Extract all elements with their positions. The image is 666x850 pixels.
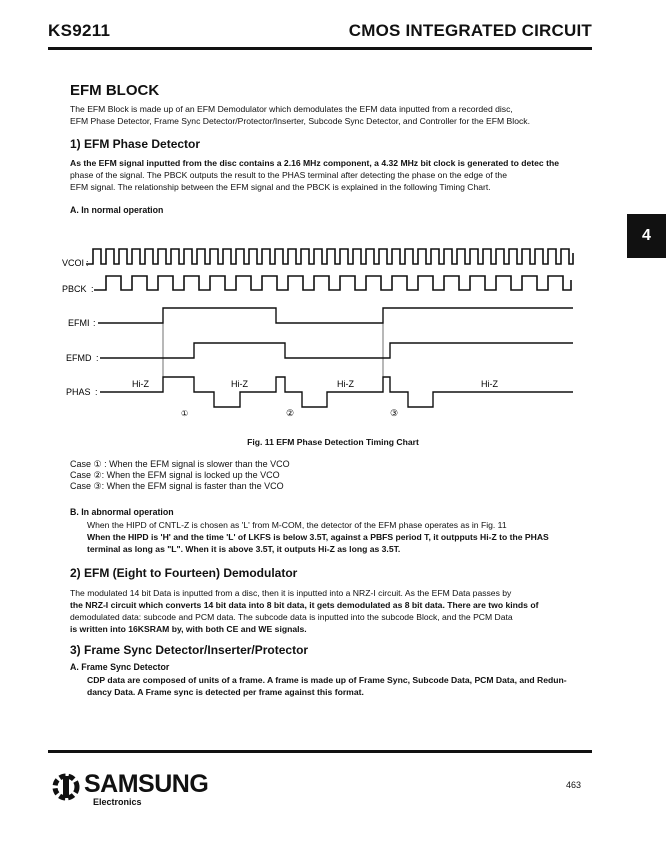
frame-sync-title: 3) Frame Sync Detector/Inserter/Protector	[70, 643, 309, 657]
pbck-label-colon: :	[91, 284, 94, 294]
case-list	[70, 459, 290, 492]
footer-rule	[48, 750, 592, 753]
part-number: KS9211	[48, 21, 111, 40]
page-number: 463	[566, 780, 582, 790]
brand-subtitle: Electronics	[93, 797, 142, 807]
intro-paragraph	[70, 103, 594, 127]
header-rule	[48, 47, 592, 50]
case-marker: ③	[390, 408, 399, 418]
brand-name: SAMSUNG	[84, 770, 209, 798]
pbck-label: PBCK	[62, 284, 87, 294]
efmd-label-colon: :	[96, 353, 99, 363]
abnormal-paragraph	[87, 519, 593, 555]
paragraph-line: is written into 16KSRAM by, with both CE and WE signals.	[70, 624, 307, 634]
paragraph-line: The modulated 14 bit Data is inputted from a disc, then it is inputted into a NRZ-I circuit. As the EFM Data passes by	[70, 588, 512, 598]
paragraph-line: dancy Data. A Frame sync is detected per frame against this format.	[87, 687, 364, 697]
samsung-logo-icon	[50, 771, 82, 803]
efmd-label: EFMD	[66, 353, 92, 363]
phase-detector-paragraph	[70, 157, 594, 193]
frame-sync-detector-label: A. Frame Sync Detector	[70, 662, 170, 672]
paragraph-line: When the HIPD of CNTL-Z is chosen as 'L' from M-COM, the detector of the EFM phase operates as in Fig. 11	[87, 520, 507, 530]
paragraph-line: demodulated data: subcode and PCM data. The subcode data is inputted into the subcode Block, and the PCM Data	[70, 612, 513, 622]
phase-detector-title: 1) EFM Phase Detector	[70, 137, 201, 151]
phas-label: PHAS	[66, 387, 91, 397]
paragraph-line: EFM signal. The relationship between the EFM signal and the PBCK is explained in the following Timing Chart.	[70, 182, 491, 192]
pbck-waveform	[94, 276, 571, 290]
demodulator-paragraph	[70, 587, 594, 635]
section-tab: 4	[627, 214, 666, 258]
timing-chart	[0, 240, 666, 430]
efmd-waveform	[100, 343, 573, 358]
hiz-label: Hi-Z	[481, 379, 498, 389]
phas-label-colon: :	[95, 387, 98, 397]
case-item: Case ②: When the EFM signal is locked up the VCO	[70, 470, 280, 480]
normal-operation-label: A. In normal operation	[70, 205, 164, 215]
vco-waveform	[86, 249, 573, 264]
hiz-label: Hi-Z	[132, 379, 149, 389]
hiz-label: Hi-Z	[231, 379, 248, 389]
hiz-label: Hi-Z	[337, 379, 354, 389]
paragraph-line: terminal as long as "L". When it is above 3.5T, it outputs Hi-Z as long as 3.5T.	[87, 544, 401, 554]
paragraph-line: CDP data are composed of units of a frame. A frame is made up of Frame Sync, Subcode Data, PCM Data, and Redun-	[87, 675, 567, 685]
case-item: Case ③: When the EFM signal is faster than the VCO	[70, 481, 284, 491]
intro-line: EFM Phase Detector, Frame Sync Detector/Protector/Inserter, Subcode Sync Detector, and Controller for the EFM Block.	[70, 116, 530, 126]
demodulator-title: 2) EFM (Eight to Fourteen) Demodulator	[70, 566, 298, 580]
case-marker: ②	[286, 408, 295, 418]
figure-caption: Fig. 11 EFM Phase Detection Timing Chart	[247, 437, 419, 447]
paragraph-line: phase of the signal. The PBCK outputs the result to the PHAS terminal after detecting the phase on the edge of the	[70, 170, 507, 180]
frame-sync-paragraph	[87, 674, 593, 698]
case-marker: ①	[181, 409, 189, 418]
header-title: CMOS INTEGRATED CIRCUIT	[348, 21, 592, 40]
vco-label: VCOI	[62, 258, 85, 268]
efmi-label-colon: :	[93, 318, 96, 328]
abnormal-operation-label: B. In abnormal operation	[70, 507, 174, 517]
case-item: Case ① : When the EFM signal is slower than the VCO	[70, 459, 290, 469]
intro-line: The EFM Block is made up of an EFM Demodulator which demodulates the EFM data inputted from a recorded disc,	[70, 104, 513, 114]
vco-label-colon: :	[86, 258, 89, 268]
efmi-label: EFMI	[68, 318, 90, 328]
paragraph-line: the NRZ-I circuit which converts 14 bit data into 8 bit data, it gets demodulated as 8 bit data. There are two kinds of	[70, 600, 539, 610]
paragraph-line: As the EFM signal inputted from the disc contains a 2.16 MHz component, a 4.32 MHz bit clock is generated to detec the	[70, 158, 559, 168]
efmi-waveform	[98, 308, 573, 323]
section-title: EFM BLOCK	[70, 82, 160, 99]
paragraph-line: When the HIPD is 'H' and the time 'L' of LKFS is below 3.5T, against a PBFS period T, it outpputs Hi-Z to the PHAS	[87, 532, 549, 542]
